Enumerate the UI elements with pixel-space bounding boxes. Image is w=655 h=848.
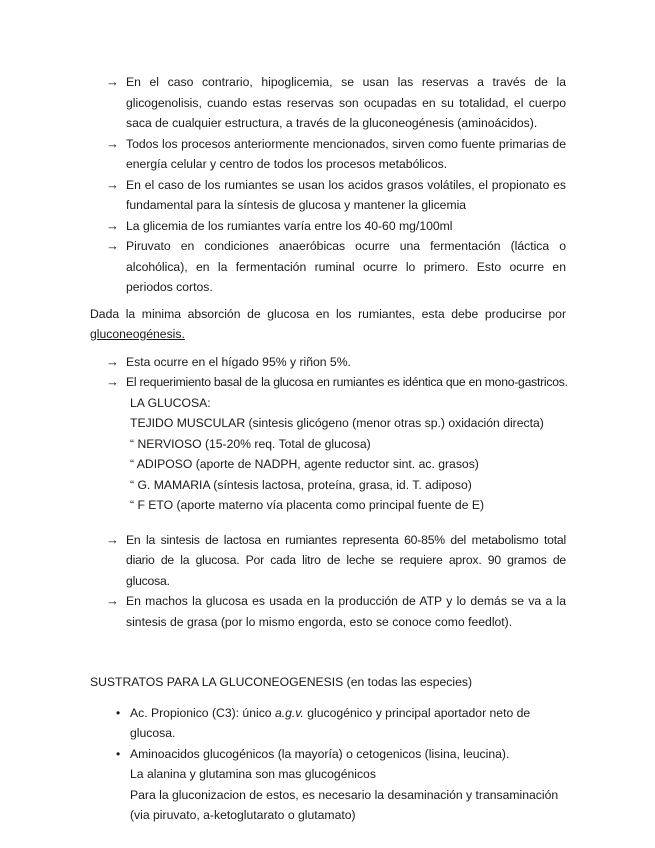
bullet-list [90,703,566,826]
arrow-list-2 [90,352,566,393]
sub-line: TEJIDO MUSCULAR (sintesis glicógeno (menor otras sp.) oxidación directa) [130,416,544,430]
list-item: • Ac. Propionico (C3): único a.g.v. glucogénico y principal aportador neto de glucosa. [90,703,566,744]
sub-line: La alanina y glutamina son mas glucogénicos [130,767,376,781]
section-heading: SUSTRATOS PARA LA GLUCONEOGENESIS (en todas las especies) [90,675,473,689]
sub-line: Para la gluconizacion de estos, es necesario la desaminación y transaminación [130,787,559,802]
arrow-right-icon: → [106,593,119,608]
arrow-right-icon: → [106,531,119,547]
arrow-list-1 [90,72,566,298]
arrow-right-icon: → [106,353,119,369]
list-item: → En la sintesis de lactosa en rumiantes representa 60-85% del metabolismo total diario de la glucosa. Por cada litro de leche se requiere aprox. 90 gramos de glucosa. [106,531,566,588]
list-item: → La glicemia de los rumiantes varía entre los 40-60 mg/100ml [90,216,566,237]
underlined-term: gluconeogénesis. [90,327,185,341]
arrow-right-icon: → [106,74,119,89]
sub-line: “ NERVIOSO (15-20% req. Total de glucosa) [130,436,371,451]
list-item: → En el caso de los rumiantes se usan los acidos grasos volátiles, el propionato es fundamental para la síntesis de glucosa y mantener la glicemia [106,176,566,212]
list-item: → Esta ocurre en el hígado 95% y riñon 5%. [90,352,566,373]
arrow-right-icon: → [106,176,119,192]
list-item: → Todos los procesos anteriormente mencionados, sirven como fuente primarias de energía celular y centro de todos los procesos metabólicos. [106,135,566,171]
list-item: → El requerimiento basal de la glucosa en rumiantes es idéntica que en mono-gastricos. [90,372,566,393]
arrow-right-icon: → [106,374,119,389]
sub-line: LA GLUCOSA: [130,395,211,410]
list-item: → En el caso contrario, hipoglicemia, se usan las reservas a través de la glicogenolisis, cuando estas reservas son ocupadas en su totalidad, el cuerpo saca de cualquier estructura, a través de la gluconeogénesis (aminoácidos). [106,74,566,130]
list-item: → Piruvato en condiciones anaeróbicas ocurre una fermentación (láctica o alcohólica), en la fermentación ruminal ocurre lo primero. Esto ocurre en periodos cortos. [106,238,566,294]
list-item: → En machos la glucosa es usada en la producción de ATP y lo demás se va a la sintesis de grasa (por lo mismo engorda, esto se conoce como feedlot). [106,593,566,629]
paragraph-rumiantes: Dada la minima absorción de glucosa en los rumiantes, esta debe producirse por gluconeogénesis. [90,306,566,341]
list-item: • Aminoacidos glucogénicos (la mayoría) o cetogenicos (lisina, leucina). [90,744,566,765]
arrow-right-icon: → [106,135,119,151]
sub-line: (via piruvato, a-ketoglutarato o glutamato) [130,808,356,822]
glucose-requirements [90,393,566,516]
sub-line: “ ADIPOSO (aporte de NADPH, agente reductor sint. ac. grasos) [130,457,479,471]
sub-line: “ G. MAMARIA (síntesis lactosa, proteína, grasa, id. T. adiposo) [130,477,472,492]
sub-line: “ F ETO (aporte materno vía placenta como principal fuente de E) [130,498,485,512]
document-page [90,72,566,826]
arrow-list-3 [90,530,566,633]
bullet-icon: • [116,705,121,720]
arrow-right-icon: → [106,238,119,253]
arrow-right-icon: → [106,217,119,233]
bullet-icon: • [116,746,121,761]
